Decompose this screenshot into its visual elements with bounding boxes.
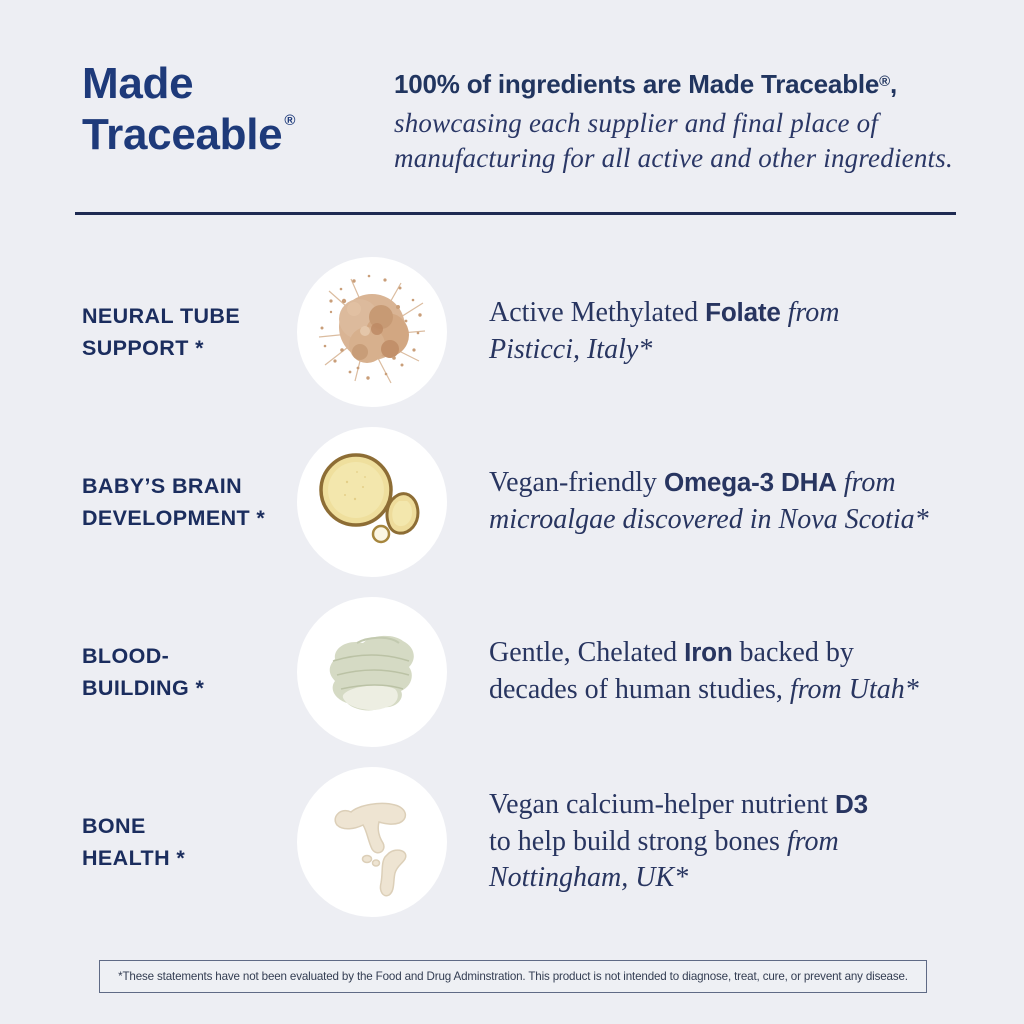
oil-droplets-swatch-image [297,427,447,577]
tagline-bold-text: 100% of ingredients are Made Traceable [394,69,880,99]
ingredient-row-iron [82,597,967,747]
disclaimer-text: *These statements have not been evaluated by the Food and Drug Adminstration. This product is not intended to diagnose, treat, cure, or prevent any disease. [118,970,908,983]
tagline-registered-mark: ® [879,73,891,90]
ingredient-description-folate: Active Methylated Folate from Pisticci, Italy* [489,297,840,365]
ingredient-row-d3 [82,767,967,917]
tagline-bold [394,68,969,101]
page-title-text: Made Traceable [82,59,283,160]
benefit-label-neural-tube: NEURAL TUBE SUPPORT * [82,303,241,360]
ingredient-row-folate [82,257,967,407]
benefit-label-bone-health: BONE HEALTH * [82,813,186,870]
cream-smear-swatch-image [297,597,447,747]
tagline-comma: , [890,69,898,99]
header-tagline [394,68,969,177]
tagline-italic: showcasing each supplier and final place of manufacturing for all active and other ingredients. [394,107,953,174]
benefit-label-brain-development: BABY’S BRAIN DEVELOPMENT * [82,473,266,530]
ingredient-row-omega3 [82,427,967,577]
page-title [82,58,295,160]
registered-mark: ® [284,112,296,130]
liquid-drizzle-swatch-image [297,767,447,917]
powder-swatch-image [297,257,447,407]
disclaimer-box [99,960,927,993]
ingredient-description-d3: Vegan calcium-helper nutrient D3 to help build strong bones from Nottingham, UK* [489,788,868,894]
divider-rule [75,212,956,215]
ingredient-description-omega3: Vegan-friendly Omega-3 DHA from microalgae discovered in Nova Scotia* [489,467,929,535]
benefit-label-blood-building: BLOOD- BUILDING * [82,643,205,700]
footer [99,960,927,993]
ingredient-description-iron: Gentle, Chelated Iron backed by decades of human studies, from Utah* [489,637,919,705]
